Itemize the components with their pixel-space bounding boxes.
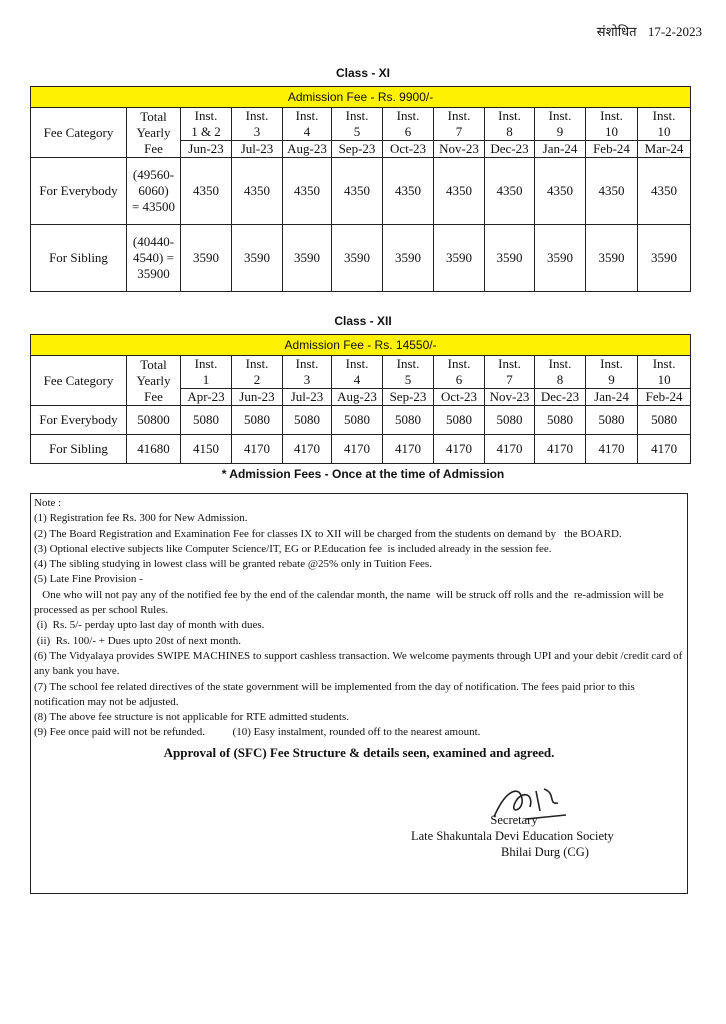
installment-header: Inst. 3 Jul-23 — [232, 108, 283, 158]
installment-amount: 4350 — [586, 158, 638, 225]
signature-block — [31, 812, 687, 860]
installment-header: Inst. 10 Feb-24 — [586, 108, 638, 158]
installment-amount: 4170 — [535, 435, 586, 464]
note-line: (ii) Rs. 100/- + Dues upto 20st of next month. — [34, 634, 241, 647]
note-line: (9) Fee once paid will not be refunded. (10) Easy instalment, rounded off to the nearest amount. — [34, 726, 481, 739]
installment-header: Inst. 4 Aug-23 — [283, 108, 332, 158]
installment-amount: 3590 — [181, 225, 232, 292]
installment-header: Inst. 10 Mar-24 — [638, 108, 691, 158]
installment-amount: 3590 — [232, 225, 283, 292]
note-line: (i) Rs. 5/- perday upto last day of month with dues. — [34, 619, 265, 632]
installment-amount: 3590 — [383, 225, 434, 292]
installment-amount: 4350 — [535, 158, 586, 225]
installment-header: Inst. 7 Nov-23 — [434, 108, 485, 158]
installment-amount: 4170 — [434, 435, 485, 464]
installment-amount: 5080 — [283, 406, 332, 435]
installment-amount: 4350 — [485, 158, 535, 225]
installment-amount: 5080 — [181, 406, 232, 435]
row-category: For Everybody — [31, 158, 127, 225]
note-line: One who will not pay any of the notified fee by the end of the calendar month, the name will be struck off rolls and the re-admission will be processed as per school Rules. — [34, 588, 667, 617]
installment-header: Inst. 7 Nov-23 — [485, 356, 535, 406]
row-category: For Sibling — [31, 225, 127, 292]
note-line: (4) The sibling studying in lowest class will be granted rebate @25% only in Tuition Fees. — [34, 558, 432, 571]
installment-amount: 3590 — [535, 225, 586, 292]
installment-amount: 4170 — [485, 435, 535, 464]
notes-box — [30, 493, 688, 894]
row-total: 41680 — [127, 435, 181, 464]
installment-amount: 4350 — [283, 158, 332, 225]
installment-amount: 5080 — [232, 406, 283, 435]
installment-amount: 3590 — [586, 225, 638, 292]
installment-header: Inst. 6 Oct-23 — [383, 108, 434, 158]
row-category: For Sibling — [31, 435, 127, 464]
note-line: (6) The Vidyalaya provides SWIPE MACHINES to support cashless transaction. We welcome payments through UPI and your debit /credit card of any bank you have. — [34, 649, 685, 678]
installment-amount: 4170 — [283, 435, 332, 464]
installment-header: Inst. 4 Aug-23 — [332, 356, 383, 406]
signatory-place: Bhilai Durg (CG) — [501, 845, 589, 859]
installment-header: Inst. 6 Oct-23 — [434, 356, 485, 406]
installment-amount: 4350 — [383, 158, 434, 225]
installment-amount: 4350 — [181, 158, 232, 225]
installment-header: Inst. 10 Feb-24 — [638, 356, 691, 406]
revised-label: संशोधित — [596, 24, 637, 39]
class-xii-admission-fee: Admission Fee - Rs. 14550/- — [31, 335, 691, 356]
installment-header: Inst. 9 Jan-24 — [586, 356, 638, 406]
installment-amount: 3590 — [283, 225, 332, 292]
signatory-org: Late Shakuntala Devi Education Society — [411, 829, 614, 843]
installment-amount: 5080 — [638, 406, 691, 435]
installment-amount: 5080 — [586, 406, 638, 435]
class-xii-title: Class - XII — [334, 314, 392, 328]
row-category: For Everybody — [31, 406, 127, 435]
row-total: (49560- 6060) = 43500 — [127, 158, 181, 225]
installment-header: Inst. 1 & 2 Jun-23 — [181, 108, 232, 158]
installment-header: Inst. 9 Jan-24 — [535, 108, 586, 158]
installment-amount: 3590 — [332, 225, 383, 292]
class-xi-admission-fee: Admission Fee - Rs. 9900/- — [31, 87, 691, 108]
installment-amount: 4170 — [383, 435, 434, 464]
installment-amount: 4150 — [181, 435, 232, 464]
installment-amount: 4170 — [232, 435, 283, 464]
notes-list — [34, 496, 684, 741]
installment-amount: 4170 — [586, 435, 638, 464]
installment-header: Inst. 3 Jul-23 — [283, 356, 332, 406]
installment-header: Inst. 8 Dec-23 — [535, 356, 586, 406]
note-line: Note : — [34, 497, 62, 509]
installment-amount: 3590 — [434, 225, 485, 292]
class-xi-title: Class - XI — [335, 66, 391, 80]
installment-header: Inst. 2 Jun-23 — [232, 356, 283, 406]
installment-header: Inst. 1 Apr-23 — [181, 356, 232, 406]
installment-amount: 4350 — [232, 158, 283, 225]
revised-date: 17-2-2023 — [647, 24, 702, 39]
installment-amount: 5080 — [485, 406, 535, 435]
header-fee-category: Fee Category — [31, 356, 127, 406]
installment-header: Inst. 8 Dec-23 — [485, 108, 535, 158]
installment-amount: 4350 — [638, 158, 691, 225]
note-line: (2) The Board Registration and Examination Fee for classes IX to XII will be charged from the students on demand by the BOARD. — [34, 527, 622, 540]
installment-amount: 5080 — [434, 406, 485, 435]
note-line: (8) The above fee structure is not applicable for RTE admitted students. — [34, 711, 349, 724]
installment-amount: 5080 — [383, 406, 434, 435]
installment-amount: 4350 — [332, 158, 383, 225]
admission-footnote: * Admission Fees - Once at the time of Admission — [221, 467, 505, 481]
installment-amount: 3590 — [485, 225, 535, 292]
class-xi-fee-table — [30, 86, 691, 292]
header-fee-category: Fee Category — [31, 108, 127, 158]
signatory-role: Secretary — [490, 813, 538, 827]
installment-header: Inst. 5 Sep-23 — [383, 356, 434, 406]
header-total-yearly-fee: Total Yearly Fee — [127, 356, 181, 406]
installment-header: Inst. 5 Sep-23 — [332, 108, 383, 158]
installment-amount: 4350 — [434, 158, 485, 225]
class-xii-fee-table — [30, 334, 691, 464]
approval-statement: Approval of (SFC) Fee Structure & details seen, examined and agreed. — [163, 744, 555, 760]
installment-amount: 4170 — [638, 435, 691, 464]
row-total: (40440- 4540) = 35900 — [127, 225, 181, 292]
installment-amount: 5080 — [535, 406, 586, 435]
note-line: (1) Registration fee Rs. 300 for New Admission. — [34, 512, 248, 525]
installment-amount: 3590 — [638, 225, 691, 292]
note-line: (5) Late Fine Provision - — [34, 573, 143, 586]
note-line: (7) The school fee related directives of the state government will be implemented from the day of notification. The fees paid prior to this notification may not be adjusted. — [34, 680, 638, 708]
header-total-yearly-fee: Total Yearly Fee — [127, 108, 181, 158]
note-line: (3) Optional elective subjects like Computer Science/IT, EG or P.Education fee is included already in the session fee. — [34, 542, 552, 555]
revised-note — [589, 22, 702, 40]
row-total: 50800 — [127, 406, 181, 435]
installment-amount: 5080 — [332, 406, 383, 435]
installment-amount: 4170 — [332, 435, 383, 464]
